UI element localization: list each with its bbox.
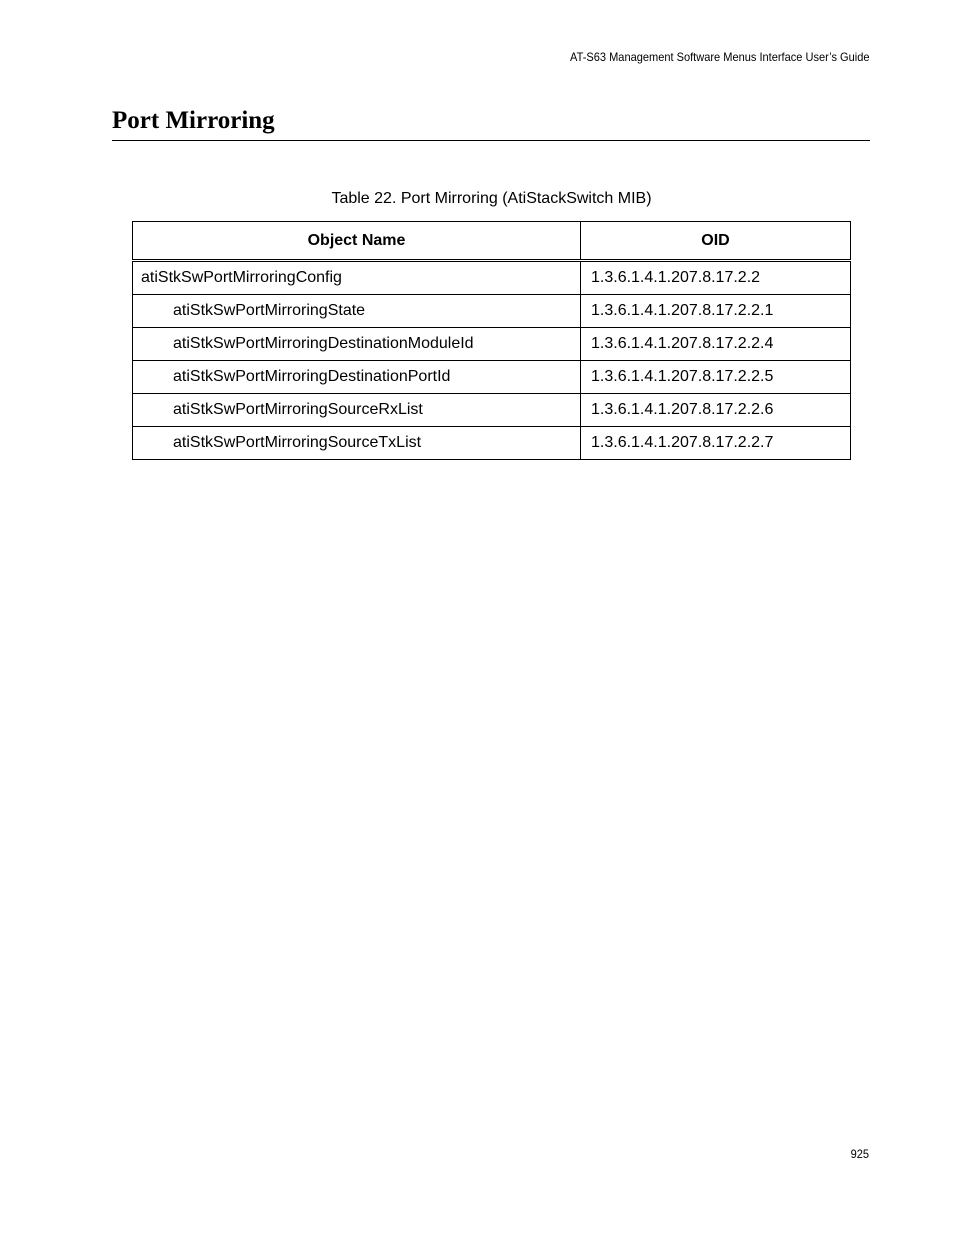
object-name-cell: atiStkSwPortMirroringSourceTxList [133, 427, 581, 460]
object-name-cell: atiStkSwPortMirroringSourceRxList [133, 394, 581, 427]
oid-cell: 1.3.6.1.4.1.207.8.17.2.2.1 [581, 295, 851, 328]
table-row [133, 394, 851, 427]
oid-cell: 1.3.6.1.4.1.207.8.17.2.2.6 [581, 394, 851, 427]
title-rule [112, 140, 870, 141]
table-row [133, 361, 851, 394]
table-row [133, 328, 851, 361]
section-title: Port Mirroring [112, 107, 275, 134]
oid-cell: 1.3.6.1.4.1.207.8.17.2.2.7 [581, 427, 851, 460]
object-name-cell: atiStkSwPortMirroringDestinationPortId [133, 361, 581, 394]
table-row [133, 295, 851, 328]
table-header-row [133, 222, 851, 261]
table-caption: Table 22. Port Mirroring (AtiStackSwitch MIB) [331, 190, 652, 207]
table-row [133, 261, 851, 295]
mib-table [132, 221, 851, 460]
object-name-cell: atiStkSwPortMirroringDestinationModuleId [133, 328, 581, 361]
object-name-cell: atiStkSwPortMirroringConfig [133, 261, 581, 295]
oid-cell: 1.3.6.1.4.1.207.8.17.2.2 [581, 261, 851, 295]
table-row [133, 427, 851, 460]
object-name-cell: atiStkSwPortMirroringState [133, 295, 581, 328]
oid-cell: 1.3.6.1.4.1.207.8.17.2.2.4 [581, 328, 851, 361]
column-header-object-name: Object Name [133, 222, 581, 261]
page-number: 925 [850, 1147, 869, 1161]
running-header: AT-S63 Management Software Menus Interface User’s Guide [569, 50, 869, 64]
column-header-oid: OID [581, 222, 851, 261]
oid-cell: 1.3.6.1.4.1.207.8.17.2.2.5 [581, 361, 851, 394]
